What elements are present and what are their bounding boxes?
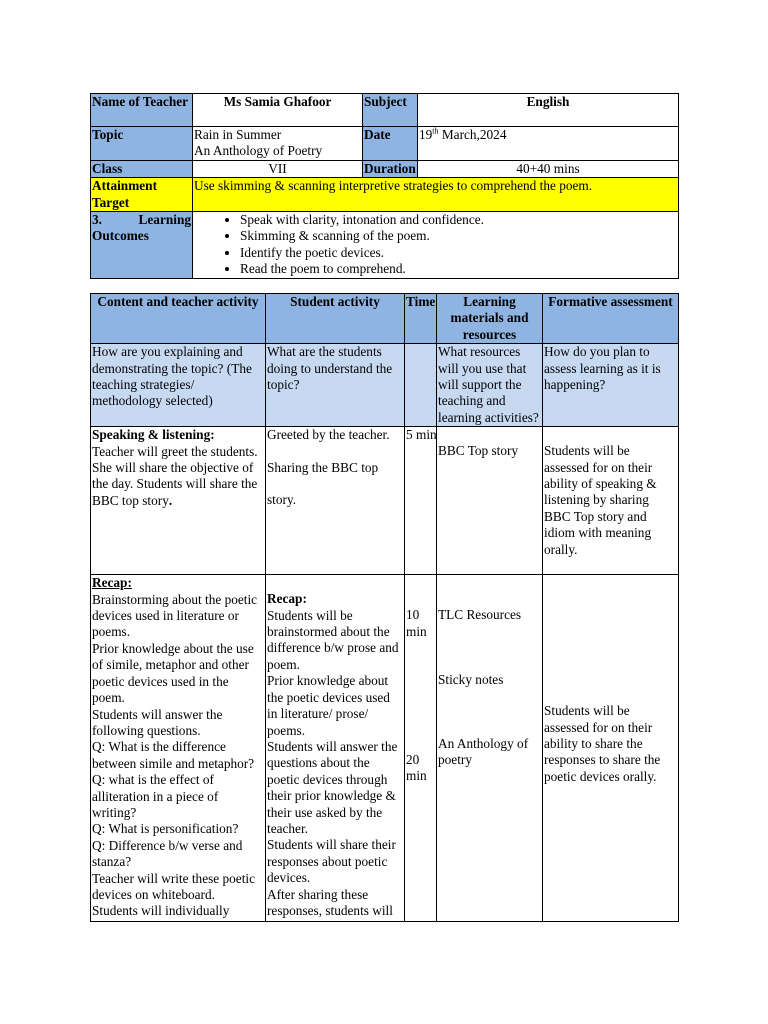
recap-student-line: their prior knowledge & [267, 788, 396, 804]
prompt-time [405, 344, 437, 427]
topic-line-1: Rain in Summer [194, 127, 282, 142]
attainment-value: Use skimming & scanning interpretive strategies to comprehend the poem. [193, 178, 679, 212]
recap-resource-2: Sticky notes [438, 671, 504, 687]
recap-student-line: poems. [267, 722, 306, 738]
recap-assessment [543, 575, 679, 922]
recap-content-line: Prior knowledge about the use [92, 640, 254, 656]
recap-content-line: poem. [92, 690, 125, 706]
recap-content-line: Q: What is personification? [92, 821, 239, 837]
outcomes-label-num: 3. [92, 212, 102, 228]
recap-student-line: poem. [267, 656, 300, 672]
speaking-text-end: . [168, 492, 173, 508]
recap-content-line: devices used in literature or [92, 608, 239, 624]
recap-time-1-line-2: min [406, 623, 427, 639]
speaking-heading: Speaking & listening: [92, 427, 215, 443]
teacher-label [91, 94, 193, 127]
speaking-student-line-2: Sharing the BBC top [267, 459, 379, 475]
speaking-content [91, 427, 266, 575]
recap-resources [437, 575, 543, 922]
recap-student-line: devices. [267, 870, 311, 886]
topic-line-2: An Anthology of Poetry [194, 143, 323, 159]
recap-content-line: Brainstorming about the poetic [92, 591, 258, 607]
outcomes-list-cell [193, 212, 679, 279]
recap-content-line: following questions. [92, 722, 201, 738]
topic-value [193, 127, 363, 161]
speaking-resource [437, 427, 543, 575]
col-header-content: Content and teacher activity [91, 294, 266, 344]
outcome-item: • Speak with clarity, intonation and confidence. [240, 212, 677, 228]
col-header-time: Time [405, 294, 437, 344]
recap-content-line: Q: What is the difference [92, 739, 226, 755]
recap-student-line: responses about poetic [267, 853, 388, 869]
recap-student-line: questions about the [267, 755, 370, 771]
recap-content-line: Students will answer the [92, 706, 223, 722]
col-header-resources: Learning materials and resources [437, 294, 543, 344]
teacher-label-text: Name of Teacher [92, 94, 189, 109]
col-header-assessment: Formative assessment [543, 294, 679, 344]
recap-student-line: teacher. [267, 820, 308, 836]
outcomes-list [194, 212, 677, 278]
recap-student-line: Prior knowledge about [267, 673, 389, 689]
attainment-label-line-1: Attainment [92, 178, 157, 194]
date-label: Date [363, 127, 418, 161]
speaking-student-line-3: story. [267, 492, 297, 508]
recap-resource-1: TLC Resources [438, 607, 522, 623]
recap-content-line: devices on whiteboard. [92, 886, 215, 902]
teacher-name: Ms Samia Ghafoor [193, 94, 363, 127]
recap-content-line: of simile, metaphor and other [92, 657, 249, 673]
class-value: VII [193, 160, 363, 177]
recap-student-line: the poetic devices used [267, 689, 390, 705]
class-label: Class [91, 160, 193, 177]
speaking-student-line-1: Greeted by the teacher. [267, 427, 390, 443]
recap-student-line: Students will share their [267, 837, 396, 853]
recap-student-line: Students will be [267, 607, 353, 623]
topic-label: Topic [91, 127, 193, 161]
recap-time-2-line-1: 20 [406, 752, 420, 768]
recap-content-line: Q: what is the effect of [92, 772, 214, 788]
recap-time [405, 575, 437, 922]
outcomes-label-line-2: Outcomes [92, 228, 149, 244]
recap-content-line: stanza? [92, 854, 132, 870]
recap-heading: Recap: [92, 575, 132, 591]
attainment-label-line-2: Target [92, 194, 130, 210]
recap-student [266, 575, 405, 922]
recap-content-line: alliteration in a piece of [92, 788, 219, 804]
recap-student-line: responses, students will [267, 902, 393, 918]
outcome-item: • Skimming & scanning of the poem. [240, 228, 677, 244]
date-rest: March,2024 [438, 127, 507, 142]
recap-content-line: writing? [92, 804, 137, 820]
col-header-student: Student activity [266, 294, 405, 344]
outcome-item: • Identify the poetic devices. [240, 245, 677, 261]
recap-content-line: poetic devices used in the [92, 673, 229, 689]
recap-content-line: Teacher will write these poetic [92, 870, 255, 886]
speaking-assessment [543, 427, 679, 575]
recap-resource-3-line-2: poetry [438, 752, 472, 768]
subject-label: Subject [363, 94, 418, 127]
outcomes-label [91, 212, 193, 279]
recap-resource-3-line-1: An Anthology of [438, 736, 529, 752]
date-day: 19 [419, 127, 433, 142]
outcomes-label-word: Learning [138, 212, 191, 228]
prompt-assessment: How do you plan to assess learning as it is happening? [543, 344, 679, 427]
recap-student-line: their use asked by the [267, 804, 383, 820]
recap-content-line: poems. [92, 624, 131, 640]
recap-content [91, 575, 266, 922]
speaking-text: Teacher will greet the students. She will share the objective of the day. Students will share the BBC top story [92, 443, 258, 508]
speaking-assessment-text: Students will be assessed for on their ability of speaking & listening by sharing BBC Top story and idiom with meaning orally. [544, 443, 657, 557]
lesson-plan-table [90, 293, 679, 922]
lesson-header-table [90, 93, 679, 279]
recap-content-line: between simile and metaphor? [92, 755, 255, 771]
recap-assessment-text: Students will be assessed for on their ability to share the responses to share the poetic devices orally. [544, 703, 661, 784]
subject-value: English [418, 94, 679, 127]
prompt-student: What are the students doing to understand the topic? [266, 344, 405, 427]
recap-student-line: difference b/w prose and [267, 640, 399, 656]
recap-content-line: Students will individually [92, 903, 230, 919]
recap-student-line: in literature/ prose/ [267, 706, 369, 722]
date-suffix: th [432, 126, 439, 136]
prompt-resources: What resources will you use that will support the teaching and learning activities? [437, 344, 543, 427]
recap-student-heading: Recap: [267, 591, 307, 607]
outcome-item: • Read the poem to comprehend. [240, 261, 677, 277]
recap-student-line: After sharing these [267, 886, 369, 902]
recap-student-line: Students will answer the [267, 738, 398, 754]
attainment-label [91, 178, 193, 212]
speaking-resource-text: BBC Top story [438, 443, 519, 459]
recap-time-1-line-1: 10 [406, 607, 420, 623]
recap-content-line: Q: Difference b/w verse and [92, 837, 243, 853]
speaking-student [266, 427, 405, 575]
recap-student-line: brainstormed about the [267, 624, 390, 640]
recap-student-line: poetic devices through [267, 771, 388, 787]
speaking-time: 5 min [405, 427, 437, 575]
duration-value: 40+40 mins [418, 160, 679, 177]
date-value [418, 127, 679, 161]
recap-time-2-line-2: min [406, 768, 427, 784]
prompt-content: How are you explaining and demonstrating the topic? (The teaching strategies/ methodology selected) [91, 344, 266, 427]
duration-label: Duration [364, 160, 416, 176]
